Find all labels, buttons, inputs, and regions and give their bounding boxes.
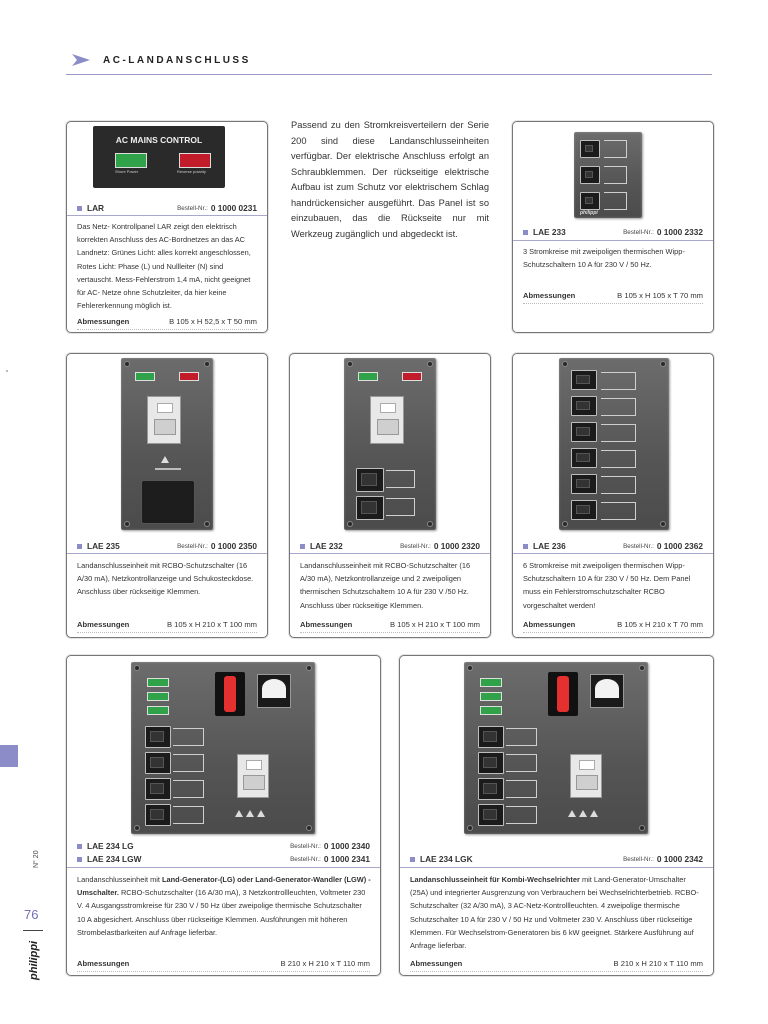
bullet-icon — [300, 544, 305, 549]
order-number: 0 1000 2342 — [656, 854, 703, 864]
product-image-lar — [93, 126, 225, 188]
product-caption — [300, 541, 480, 551]
order-label: Bestell-Nr.: — [623, 542, 654, 550]
product-name: LAR — [87, 203, 105, 213]
dimensions-value: B 105 x H 210 x T 100 mm — [166, 620, 257, 629]
intro-text: Passend zu den Stromkreisverteilern der Serie 200 sind diese Landanschlusseinheiten verfügbar. Der elektrische Anschluss erfolgt an Schraubklemmen. Der rückseitige elektrische Aufbau ist zum Schutz vor elektrischem Schlag handrückensicher ausgeführt. Das Panel ist so einzubauen, das die Rückseite nur mit Werkzeug zugänglich und abgedeckt ist. — [291, 120, 489, 239]
dimensions — [300, 620, 480, 629]
dimensions-label: Abmessungen — [77, 959, 130, 968]
bullet-icon — [523, 544, 528, 549]
order-label: Bestell-Nr.: — [177, 204, 208, 212]
desc-post: mit Land-Generator-Umschalter (25A) und integrierter Ausgrenzung von Verbrauchern bei Wechselrichterbetrieb. RCBO-Schutzschalter (32 A/30 mA), 3 AC-Netz-Kontrollleuchten. 4 zweipolige thermische Schutzschalter 10 A für 230 V / 50 Hz und Voltmeter 230 V. Anschluss über rückseitige Klemmen. Für Wechselstrom-Generatoren bis 6 kW geeignet. Stärkere Ausführung auf Anfrage lieferbar. — [410, 875, 699, 951]
product-name: LAE 236 — [533, 541, 566, 551]
product-caption — [523, 227, 703, 237]
dimensions-label: Abmessungen — [77, 620, 130, 629]
product-image-lae232 — [344, 358, 436, 530]
product-card-lae234lg — [66, 655, 381, 976]
order-label: Bestell-Nr.: — [290, 855, 321, 863]
dimensions-label: Abmessungen — [300, 620, 353, 629]
product-caption-2 — [77, 854, 370, 864]
margin-dot — [6, 370, 8, 372]
arrow-icon — [72, 53, 90, 67]
dimensions — [410, 959, 703, 968]
divider — [513, 553, 713, 554]
product-card-lae234lgk — [399, 655, 714, 976]
issue-number: N° 20 — [33, 850, 40, 868]
brand-logo: philippi — [28, 940, 40, 980]
dotted-rule — [300, 632, 480, 633]
panel-brand: philippi — [580, 210, 598, 216]
bullet-icon — [77, 206, 82, 211]
dimensions-label: Abmessungen — [77, 317, 130, 326]
product-image-lae236 — [559, 358, 669, 530]
product-card-lar — [66, 121, 268, 333]
divider — [67, 215, 267, 216]
dotted-rule — [523, 632, 703, 633]
order-number: 0 1000 0231 — [210, 203, 257, 213]
dimensions-value: B 210 x H 210 x T 110 mm — [280, 959, 370, 968]
bullet-icon — [410, 857, 415, 862]
product-description — [410, 873, 705, 952]
order-number: 0 1000 2332 — [656, 227, 703, 237]
product-caption — [77, 841, 370, 851]
bullet-icon — [77, 844, 82, 849]
product-description: Landanschlusseinheit mit RCBO-Schutzschalter (16 A/30 mA), Netzkontrollanzeige und Schukosteckdose. Anschluss über rückseitige Klemmen. — [77, 561, 254, 597]
product-image-lae233 — [574, 132, 642, 218]
divider — [400, 867, 713, 868]
dimensions — [523, 620, 703, 629]
divider — [290, 553, 490, 554]
order-label: Bestell-Nr.: — [400, 542, 431, 550]
order-number: 0 1000 2340 — [323, 841, 370, 851]
product-description: Das Netz- Kontrollpanel LAR zeigt den elektrisch korrekten Anschluss des AC-Bordnetzes an das AC Landnetz: Grünes Licht: alles korrekt angeschlossen, Rotes Licht: Phase (L) und Nullleiter (N) sind vertauscht. Mess-Fehlerstrom 1,4 mA, nicht geeignet für AC- Netze ohne Schutzleiter, da hier keine Fehlererkennung möglich ist. — [77, 222, 251, 311]
desc-pre: Landanschlusseinheit mit — [77, 875, 163, 884]
order-number: 0 1000 2341 — [323, 854, 370, 864]
product-card-lae233 — [512, 121, 714, 333]
desc-bold: Landanschlusseinheit für Kombi-Wechselrichter — [410, 875, 580, 884]
dimensions-value: B 105 x H 210 x T 100 mm — [389, 620, 480, 629]
product-caption — [410, 854, 703, 864]
divider — [67, 867, 380, 868]
product-name: LAE 233 — [533, 227, 566, 237]
desc-bold: Land-Generator-(LG) oder Land-Generator-Wandler (LGW) -Umschalter. — [77, 875, 371, 898]
product-card-lae235 — [66, 353, 268, 638]
panel-right-label: Reverse polarity — [177, 169, 206, 174]
dimensions-value: B 105 x H 210 x T 70 mm — [617, 620, 703, 629]
product-caption — [523, 541, 703, 551]
page-number: 76 — [24, 907, 39, 922]
dotted-rule — [77, 632, 257, 633]
panel-title: AC MAINS CONTROL — [115, 135, 203, 145]
dimensions-value: B 210 x H 210 x T 110 mm — [613, 959, 703, 968]
bullet-icon — [523, 230, 528, 235]
product-card-lae232 — [289, 353, 491, 638]
product-card-lae236 — [512, 353, 714, 638]
product-description — [77, 873, 372, 939]
panel-left-label: Shore Power — [115, 169, 139, 174]
dimensions-label: Abmessungen — [523, 291, 576, 300]
divider — [513, 240, 713, 241]
page-title: AC-LANDANSCHLUSS — [103, 55, 251, 66]
product-name: LAE 234 LGW — [87, 854, 142, 864]
header-rule — [66, 74, 712, 75]
order-number: 0 1000 2350 — [210, 541, 257, 551]
product-name: LAE 234 LG — [87, 841, 134, 851]
order-label: Bestell-Nr.: — [623, 855, 654, 863]
dotted-rule — [523, 303, 703, 304]
page-number-rule — [23, 930, 43, 931]
product-caption — [77, 203, 257, 213]
product-description: 6 Stromkreise mit zweipoligen thermischen Wipp-Schutzschaltern 10 A für 230 V / 50 Hz. Dem Panel muss ein Fehlerstromschutzschalter RCBO vorgeschaltet werden! — [523, 561, 691, 610]
order-label: Bestell-Nr.: — [177, 542, 208, 550]
dimensions — [77, 959, 370, 968]
divider — [67, 553, 267, 554]
product-image-lae234lgk — [464, 662, 648, 834]
dimensions-value: B 105 x H 105 x T 70 mm — [617, 291, 703, 300]
order-label: Bestell-Nr.: — [290, 842, 321, 850]
dimensions-label: Abmessungen — [523, 620, 576, 629]
product-description: 3 Stromkreise mit zweipoligen thermischen Wipp-Schutzschaltern 10 A für 230 V / 50 Hz. — [523, 247, 685, 270]
side-marker — [0, 745, 18, 767]
dotted-rule — [77, 329, 257, 330]
order-number: 0 1000 2362 — [656, 541, 703, 551]
dotted-rule — [77, 971, 370, 972]
product-name: LAE 234 LGK — [420, 854, 473, 864]
green-lamp — [115, 153, 147, 168]
bullet-icon — [77, 544, 82, 549]
desc-post: RCBO-Schutzschalter (16 A/30 mA), 3 Netzkontrollleuchten, Voltmeter 230 V. 4 Ausgangsstromkreise für 230 V / 50 Hz über zweipolige thermische Schutzschalter 10 A abgesichert. Anschluss über rückseitige Klemmen. Ausführungen mit höheren Strombelastbarkeiten auf Anfrage lieferbar. — [77, 888, 366, 937]
product-caption — [77, 541, 257, 551]
dimensions — [77, 620, 257, 629]
dimensions — [523, 291, 703, 300]
product-description: Landanschlusseinheit mit RCBO-Schutzschalter (16 A/30 mA), Netzkontrollanzeige und 2 zweipoligen thermischen Schutzschaltern 10 A für 230 V /50 Hz. Anschluss über rückseitige Klemmen. — [300, 561, 471, 610]
product-name: LAE 235 — [87, 541, 120, 551]
product-name: LAE 232 — [310, 541, 343, 551]
dotted-rule — [410, 971, 703, 972]
order-label: Bestell-Nr.: — [623, 228, 654, 236]
dimensions-label: Abmessungen — [410, 959, 463, 968]
order-number: 0 1000 2320 — [433, 541, 480, 551]
bullet-icon — [77, 857, 82, 862]
product-image-lae234lg — [131, 662, 315, 834]
dimensions-value: B 105 x H 52,5 x T 50 mm — [169, 317, 257, 326]
product-image-lae235 — [121, 358, 213, 530]
dimensions — [77, 317, 257, 326]
red-lamp — [179, 153, 211, 168]
